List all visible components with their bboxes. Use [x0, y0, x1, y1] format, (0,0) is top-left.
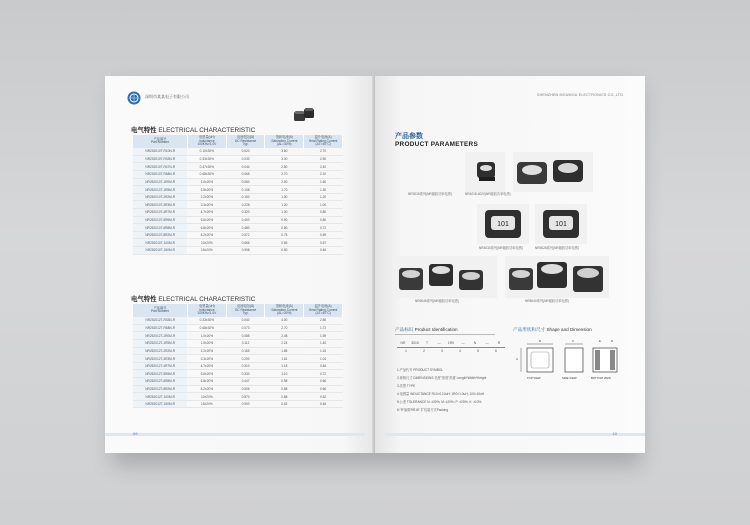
- table-cell: 2.70: [265, 324, 304, 332]
- table-cell: 2.80: [304, 317, 343, 325]
- table-cell: 0.66: [304, 378, 343, 386]
- identification-code: NR: [400, 341, 406, 345]
- table-cell: NR252012T-1R5M-R: [133, 340, 187, 348]
- table-cell: 0.480: [226, 224, 265, 232]
- table-cell: 10±20%: [187, 393, 226, 401]
- table-header-cell: 饱和电流(A) Saturation Current (ΔL=30%): [265, 304, 304, 317]
- table-cell: NR252010T-R33N-R: [133, 155, 187, 163]
- table-cell: NR252010T-R68N-R: [133, 171, 187, 179]
- table-cell: 0.330: [226, 370, 265, 378]
- table-cell: 1.72: [304, 324, 343, 332]
- table-cell: 0.320: [226, 209, 265, 217]
- table-cell: 0.044: [226, 163, 265, 171]
- table-cell: 0.65: [265, 239, 304, 247]
- table-cell: 6.8±20%: [187, 224, 226, 232]
- product-caption-nr6045: NR6045系列(NR磁胶功率电感): [415, 299, 459, 303]
- dim-label-b: B: [539, 339, 541, 343]
- table-cell: NR252012T-100M-R: [133, 393, 187, 401]
- product-image-nr6045: [393, 256, 497, 298]
- product-caption-nr8040: NR8040系列(NR磁胶功率电感): [525, 299, 569, 303]
- identification-code: N: [473, 341, 477, 345]
- dim-label-c: C: [572, 339, 575, 343]
- table-cell: 1.40: [304, 340, 343, 348]
- shape-title-en: Shape and Dimension: [546, 327, 592, 332]
- table-cell: 1.15: [304, 347, 343, 355]
- view-label-side: SIDE VIEW: [562, 376, 577, 380]
- table-header-cell: 产品编号 Part Number: [133, 135, 187, 148]
- table-cell: 0.67: [304, 239, 343, 247]
- table-cell: 1.70: [265, 186, 304, 194]
- table-cell: NR252012T-3R3M-R: [133, 355, 187, 363]
- table-cell: 0.47±30%: [187, 163, 226, 171]
- table-cell: NR252012T-R33N-R: [133, 317, 187, 325]
- table-cell: 0.900: [226, 400, 265, 408]
- table-cell: NR252012T-R68N-R: [133, 324, 187, 332]
- table-cell: 1.85: [265, 347, 304, 355]
- table-cell: 1.61: [265, 355, 304, 363]
- identification-code-line: [397, 347, 505, 348]
- table-row: [133, 378, 343, 386]
- table-cell: 0.040: [226, 317, 265, 325]
- table-cell: NR252012T-8R2M-R: [133, 385, 187, 393]
- identification-note: 2.规格尺寸 DIMENSIONS 长度"宽度"高度 Length*Width*Height: [397, 376, 487, 380]
- identification-code: —: [437, 341, 441, 345]
- product-parameters-title-en: PRODUCT PARAMETERS: [395, 141, 479, 148]
- table-cell: 2.24: [265, 340, 304, 348]
- chip-marking: 101: [555, 221, 567, 228]
- table-cell: 2.00: [265, 178, 304, 186]
- table-cell: 2.40: [304, 163, 343, 171]
- table-header-cell: 产品编号 Part Number: [133, 304, 187, 317]
- table1-title-cn: 电气特性: [131, 127, 157, 134]
- identification-code: —: [485, 341, 489, 345]
- shape-dimension-diagram: [515, 338, 620, 388]
- identification-code: —: [461, 341, 465, 345]
- product-caption-nr5028: NR5028系列(NR磁胶功率电感): [535, 246, 579, 250]
- table-row: [133, 171, 343, 179]
- table-cell: 1.5±20%: [187, 186, 226, 194]
- table-cell: 0.085: [226, 332, 265, 340]
- identification-code: R: [497, 341, 501, 345]
- table-cell: 1.04: [304, 355, 343, 363]
- table-header-cell: 电感量(uH) Inductance 100KHz/1.0V: [187, 135, 226, 148]
- table2-title-en: ELECTRICAL CHARACTERISTIC: [158, 296, 256, 303]
- table-cell: 0.108: [226, 186, 265, 194]
- dim-label-a: A: [516, 357, 518, 361]
- table-cell: NR252010T-6R8M-R: [133, 224, 187, 232]
- table-cell: 0.165: [226, 347, 265, 355]
- product-parameters-title-cn: 产品参数: [395, 133, 423, 140]
- table-cell: 0.666: [226, 239, 265, 247]
- table-cell: 3.3±20%: [187, 355, 226, 363]
- table-row: [133, 393, 343, 401]
- table-cell: 15±20%: [187, 247, 226, 255]
- product-image-nr5028: [535, 204, 587, 244]
- table-cell: 8.2±20%: [187, 385, 226, 393]
- table-cell: 0.073: [226, 324, 265, 332]
- table-cell: 0.020: [226, 148, 265, 156]
- table-cell: 0.46: [304, 400, 343, 408]
- table1-title-en: ELECTRICAL CHARACTERISTIC: [158, 127, 256, 134]
- table-cell: NR252010T-4R7M-R: [133, 209, 187, 217]
- table-cell: 0.908: [226, 247, 265, 255]
- table-header-row: [133, 135, 343, 148]
- table-row: [133, 224, 343, 232]
- dim-label-e: E: [599, 339, 601, 343]
- table-cell: 2.50: [304, 155, 343, 163]
- footer-bar-right: [385, 433, 645, 436]
- table-cell: 1.60: [304, 178, 343, 186]
- table-cell: NR252010T-3R3M-R: [133, 201, 187, 209]
- identification-note: 4.电感量 INDUCTANCE R10=0.10uH; 1R0=1.0uH; 100=10uH: [397, 392, 485, 396]
- table-cell: 1.59: [304, 332, 343, 340]
- table-row: [133, 239, 343, 247]
- table-cell: 2.70: [304, 148, 343, 156]
- dim-label-d: D: [611, 339, 614, 343]
- table-cell: 0.62: [304, 393, 343, 401]
- identification-code: 3015: [411, 341, 419, 345]
- table-cell: 0.80: [265, 224, 304, 232]
- chip-marking: 101: [497, 221, 509, 228]
- table-cell: 5.6±20%: [187, 216, 226, 224]
- identification-index: 1: [405, 349, 407, 353]
- table-cell: 0.228: [226, 201, 265, 209]
- table2-title: [131, 294, 255, 303]
- table-row: [133, 332, 343, 340]
- product-caption-nr4030: NR4030系列(NR磁胶功率电感): [479, 246, 523, 250]
- table-cell: NR252010T-2R2M-R: [133, 193, 187, 201]
- company-logo-icon: [127, 91, 141, 105]
- table-cell: 0.68±30%: [187, 171, 226, 179]
- table-cell: NR252012T-2R2M-R: [133, 347, 187, 355]
- table-cell: NR252010T-1R0M-R: [133, 178, 187, 186]
- electrical-table-1: [133, 135, 343, 255]
- table-header-cell: 电感量(uH) Inductance 100KHz/1.0V: [187, 304, 226, 317]
- table-cell: 0.98: [265, 378, 304, 386]
- table-cell: 15±20%: [187, 400, 226, 408]
- table-row: [133, 209, 343, 217]
- table-cell: 0.310: [226, 362, 265, 370]
- identification-index: 4: [459, 349, 461, 353]
- table-cell: 1.20: [265, 201, 304, 209]
- table-cell: 2.10: [304, 171, 343, 179]
- inductor-chip-icon: [505, 256, 609, 298]
- identification-index: 5: [477, 349, 479, 353]
- table-cell: 1.0±20%: [187, 178, 226, 186]
- page-number-left: 09: [133, 431, 138, 436]
- table-row: [133, 317, 343, 325]
- inductor-chip-icon: [477, 204, 529, 244]
- table-cell: 0.50: [265, 247, 304, 255]
- shape-dimension-title: [513, 327, 592, 333]
- table-header-cell: 直流电阻(Ω) DC Resistance Typ.: [226, 304, 265, 317]
- footer-bar-left: [105, 433, 365, 436]
- table-cell: 2.48: [265, 332, 304, 340]
- product-image-nr3015: [465, 152, 505, 192]
- table-cell: 1.00: [304, 201, 343, 209]
- table-cell: NR252012T-5R6M-R: [133, 370, 187, 378]
- table-row: [133, 178, 343, 186]
- table-cell: 1.20: [304, 193, 343, 201]
- table-cell: 0.75: [265, 231, 304, 239]
- table-cell: 1.00: [265, 209, 304, 217]
- table-cell: 0.72: [304, 224, 343, 232]
- table-cell: 8.2±20%: [187, 231, 226, 239]
- table-row: [133, 370, 343, 378]
- table-cell: 0.88: [265, 393, 304, 401]
- table-cell: 6.8±20%: [187, 378, 226, 386]
- table-cell: NR252010T-100M-R: [133, 239, 187, 247]
- table-cell: 0.88: [265, 385, 304, 393]
- electrical-table-2: [133, 304, 343, 408]
- product-image-nr4030: [477, 204, 529, 244]
- table-cell: 3.60: [265, 148, 304, 156]
- table-cell: 0.46: [304, 247, 343, 255]
- table-cell: 0.90: [265, 216, 304, 224]
- table-row: [133, 385, 343, 393]
- table-cell: 1.0±20%: [187, 332, 226, 340]
- table-cell: NR252010T-5R6M-R: [133, 216, 187, 224]
- view-label-top: TOP VIEW: [527, 376, 541, 380]
- table-cell: NR252010T-R10N-R: [133, 148, 187, 156]
- table-cell: 2.80: [265, 163, 304, 171]
- identification-note: 3.类型 TYPE: [397, 384, 416, 388]
- company-name-en: SHENZHEN MOUMOU ELECTRONICS CO.,LTD: [536, 93, 623, 97]
- table-cell: 0.80: [304, 209, 343, 217]
- table-cell: 0.33±30%: [187, 317, 226, 325]
- table-cell: 0.69: [304, 231, 343, 239]
- product-image-nr4018: [513, 152, 593, 192]
- table-cell: 1.18: [265, 362, 304, 370]
- inductor-chip-icon: [535, 204, 587, 244]
- inductor-chip-icon: [393, 256, 497, 298]
- identification-notes: [397, 366, 486, 414]
- product-identification-title: [395, 327, 458, 333]
- table-cell: 0.200: [226, 355, 265, 363]
- identification-index: 2: [423, 349, 425, 353]
- identification-note: 1.产品代号 PRODUCT SYMBOL: [397, 368, 444, 372]
- table-cell: 0.160: [226, 193, 265, 201]
- view-label-bottom: BOTTOM VIEW: [591, 376, 611, 380]
- table-row: [133, 201, 343, 209]
- identification-code: 1R0: [447, 341, 455, 345]
- table-cell: 0.66: [304, 385, 343, 393]
- table-cell: 0.080: [226, 178, 265, 186]
- table-cell: 3.00: [265, 155, 304, 163]
- table-cell: NR252010T-R47N-R: [133, 163, 187, 171]
- table-header-cell: 饱和电流(A) Saturation Current (ΔL=30%): [265, 135, 304, 148]
- table-cell: 0.506: [226, 385, 265, 393]
- right-page: [375, 76, 645, 453]
- table-cell: 4.7±20%: [187, 362, 226, 370]
- table-row: [133, 216, 343, 224]
- table-cell: 2.2±20%: [187, 347, 226, 355]
- table-cell: 2.70: [265, 171, 304, 179]
- table-cell: 1.10: [265, 370, 304, 378]
- table-cell: 4.7±20%: [187, 209, 226, 217]
- table-cell: 0.72: [304, 370, 343, 378]
- table-cell: 0.400: [226, 216, 265, 224]
- table-cell: 10±20%: [187, 239, 226, 247]
- table-cell: 0.80: [304, 216, 343, 224]
- table-row: [133, 247, 343, 255]
- table-cell: 0.68±30%: [187, 324, 226, 332]
- table-cell: 0.84: [304, 362, 343, 370]
- company-name-cn: 深圳市某某电子有限公司: [145, 94, 189, 99]
- identification-underline: [395, 334, 495, 335]
- table-cell: 5.6±20%: [187, 370, 226, 378]
- identification-title-cn: 产品标识: [395, 327, 414, 332]
- identification-index-row: [397, 349, 505, 353]
- identification-note: 5.公差 TOLERANCE N: ±30%; M: ±20%; P: ±25%; K: ±10%: [397, 400, 482, 404]
- product-caption-nr4018: NR4018-4020(NR磁胶功率电感): [465, 192, 511, 196]
- table-header-cell: 温升电流(A) Heat Rating Current (ΔT=40°C): [304, 135, 343, 148]
- table-cell: 2.2±20%: [187, 193, 226, 201]
- identification-title-en: Product Identification: [414, 327, 458, 332]
- identification-index: 3: [441, 349, 443, 353]
- table-cell: 0.065: [226, 171, 265, 179]
- table-row: [133, 231, 343, 239]
- identification-code: T: [425, 341, 429, 345]
- inductor-chip-image: [291, 107, 317, 125]
- table-cell: NR252012T-6R8M-R: [133, 378, 187, 386]
- inductor-chip-icon: [465, 152, 505, 192]
- table-cell: NR252012T-1R0M-R: [133, 332, 187, 340]
- table-cell: NR252010T-8R2M-R: [133, 231, 187, 239]
- table-row: [133, 362, 343, 370]
- product-image-nr8040: [505, 256, 609, 298]
- table-cell: 4.00: [265, 317, 304, 325]
- table2-title-cn: 电气特性: [131, 296, 157, 303]
- table-cell: 0.572: [226, 231, 265, 239]
- shape-title-cn: 产品形状和尺寸: [513, 327, 546, 332]
- identification-code-row: [397, 341, 505, 345]
- table-header-cell: 温升电流(A) Heat Rating Current (ΔT=40°C): [304, 304, 343, 317]
- table-header-cell: 直流电阻(Ω) DC Resistance Typ.: [226, 135, 265, 148]
- table-row: [133, 148, 343, 156]
- table-cell: 0.33±30%: [187, 155, 226, 163]
- table-row: [133, 340, 343, 348]
- table-cell: 0.112: [226, 340, 265, 348]
- table-cell: NR252010T-150M-R: [133, 247, 187, 255]
- table1-title: [131, 125, 255, 134]
- table-cell: 0.447: [226, 378, 265, 386]
- table-row: [133, 355, 343, 363]
- page-number-right: 10: [612, 431, 617, 436]
- identification-note: 6."R"编带RR18" 扩包装方式Packing: [397, 408, 449, 412]
- identification-index: 6: [495, 349, 497, 353]
- table-cell: 0.10±30%: [187, 148, 226, 156]
- table-row: [133, 324, 343, 332]
- left-page: [105, 76, 375, 453]
- table-row: [133, 163, 343, 171]
- table-header-row: [133, 304, 343, 317]
- table-cell: 0.62: [265, 400, 304, 408]
- table-cell: 0.033: [226, 155, 265, 163]
- inductor-chip-icon: [513, 152, 593, 192]
- table-row: [133, 193, 343, 201]
- table-cell: 0.570: [226, 393, 265, 401]
- table-row: [133, 347, 343, 355]
- table-row: [133, 186, 343, 194]
- table-cell: NR252012T-4R7M-R: [133, 362, 187, 370]
- table-cell: NR252010T-1R5M-R: [133, 186, 187, 194]
- product-caption-nr3015: NR3015系列(NR磁胶功率电感): [408, 192, 452, 196]
- table-cell: 3.3±20%: [187, 201, 226, 209]
- table-cell: 1.50: [265, 193, 304, 201]
- table-cell: 1.30: [304, 186, 343, 194]
- table-cell: 1.5±20%: [187, 340, 226, 348]
- table-row: [133, 400, 343, 408]
- table-cell: NR252012T-150M-R: [133, 400, 187, 408]
- table-row: [133, 155, 343, 163]
